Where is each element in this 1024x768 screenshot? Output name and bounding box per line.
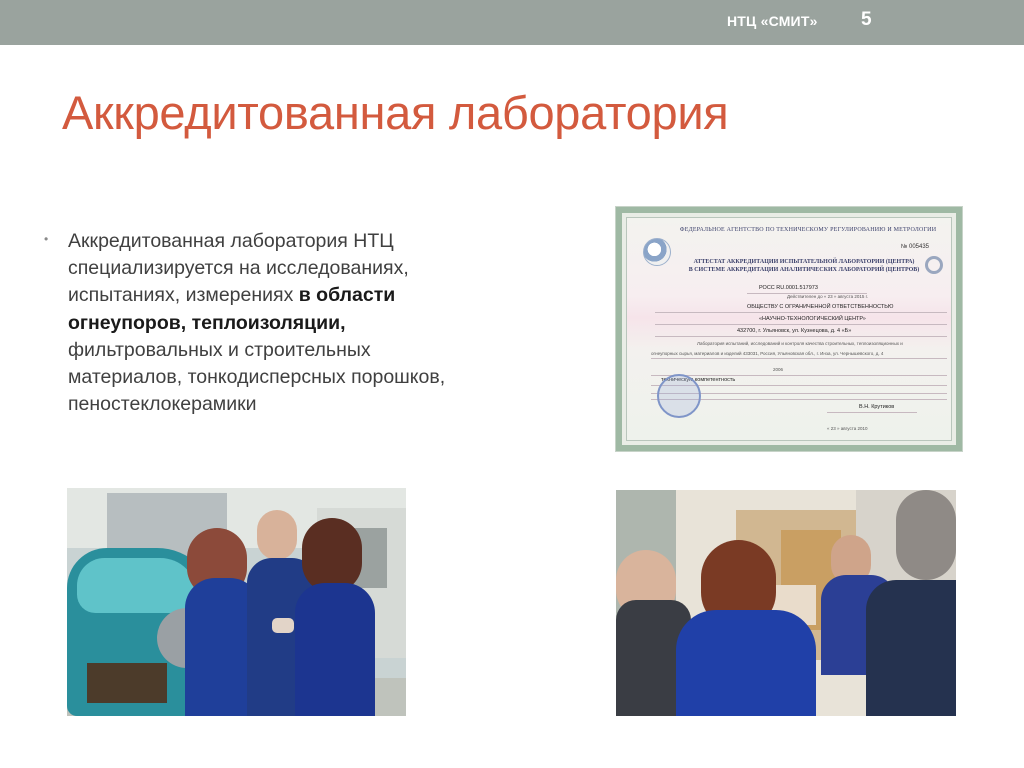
certificate-scope-1: Лаборатория испытаний, исследований и контроля качества строительных, теплоизоляционных и: [697, 341, 903, 346]
certificate-address: 432700, г. Ульяновск, ул. Кузнецова, д. 4 «Б»: [737, 328, 852, 334]
divider: [655, 336, 947, 337]
certificate-reg-number: РОСС RU.0001.517973: [759, 285, 818, 291]
certificate-number: № 005435: [900, 244, 929, 250]
divider: [651, 375, 947, 376]
bullet-text-bold: в области огнеупоров, теплоизоляции,: [68, 284, 396, 334]
top-bar: [0, 0, 1024, 45]
certificate-signer: В.Н. Крутиков: [859, 404, 895, 410]
bullet-text-start: Аккредитованная лаборатория НТЦ специализируется на исследованиях, испытаниях, измерениях: [68, 230, 409, 307]
slide-number: 5: [861, 9, 872, 30]
bullet-paragraph: [68, 228, 468, 418]
certificate-title-line2: В СИСТЕМЕ АККРЕДИТАЦИИ АНАЛИТИЧЕСКИХ ЛАБОРАТОРИЙ (ЦЕНТРОВ): [688, 267, 920, 273]
certificate-issued-to-1: ОБЩЕСТВУ С ОГРАНИЧЕННОЙ ОТВЕТСТВЕННОСТЬЮ: [747, 304, 894, 310]
slide-title: Аккредитованная лаборатория: [62, 86, 729, 139]
certificate-scope-2: огнеупорных сырья, материалов и изделий 433031, Россия, Ульяновская обл., г. Инза, ул. Чернышевского, д. 4: [651, 351, 884, 356]
divider: [655, 312, 947, 313]
certificate-standard: 2006: [773, 367, 784, 372]
certificate-valid-until: Действителен до « 23 » августа 2015 г.: [787, 294, 868, 299]
certificate-sheet: [626, 217, 952, 441]
divider: [651, 358, 947, 359]
certificate-title-line1: АТТЕСТАТ АККРЕДИТАЦИИ ИСПЫТАТЕЛЬНОЙ ЛАБОРАТОРИИ (ЦЕНТРА): [693, 259, 915, 265]
lab-staff-photo: [67, 488, 406, 716]
bullet-text-end: фильтровальных и строительных материалов, тонкодисперсных порошков, пеностеклокерамики: [68, 338, 446, 416]
certificate-competence: техническую компетентность: [661, 377, 736, 383]
brand-label: НТЦ «СМИТ»: [727, 13, 818, 29]
divider: [827, 412, 917, 413]
furnace-testing-photo: [616, 490, 956, 716]
bullet-marker: •: [44, 232, 49, 246]
accreditation-certificate-image: [616, 207, 962, 451]
divider: [655, 324, 947, 325]
seal-stamp-icon: [657, 374, 701, 418]
certificate-title: [667, 258, 941, 274]
certificate-agency: ФЕДЕРАЛЬНОЕ АГЕНТСТВО ПО ТЕХНИЧЕСКОМУ РЕГУЛИРОВАНИЮ И МЕТРОЛОГИИ: [679, 227, 937, 233]
certificate-issued-to-2: «НАУЧНО-ТЕХНОЛОГИЧЕСКИЙ ЦЕНТР»: [759, 316, 866, 322]
certificate-date: « 23 » августа 2010: [827, 426, 868, 431]
